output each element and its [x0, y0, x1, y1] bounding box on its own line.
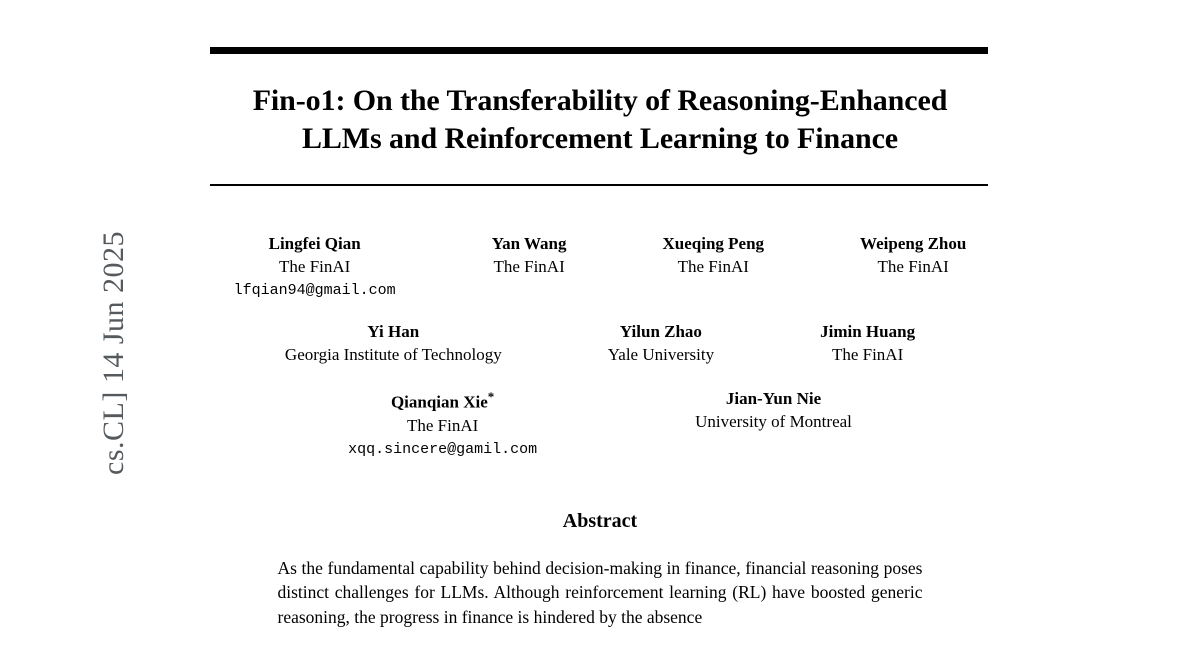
title-rule-top	[210, 47, 988, 54]
author-affiliation: Yale University	[607, 344, 715, 364]
author-name	[348, 388, 537, 414]
author-name: Yan Wang	[491, 234, 567, 254]
author-affiliation: The FinAI	[493, 256, 565, 276]
author-entry	[663, 233, 765, 279]
author-entry	[492, 233, 567, 279]
author-name: Yilun Zhao	[619, 321, 702, 341]
author-name: Xueqing Peng	[662, 234, 765, 254]
author-block	[210, 233, 990, 459]
author-entry	[860, 233, 966, 279]
author-entry	[234, 233, 396, 301]
abstract-heading: Abstract	[562, 509, 638, 532]
author-name: Yi Han	[367, 321, 420, 341]
author-entry	[348, 388, 537, 459]
author-entry	[820, 321, 915, 367]
author-row	[210, 233, 990, 301]
author-name: Lingfei Qian	[268, 234, 361, 254]
author-affiliation: The FinAI	[877, 256, 949, 276]
author-affiliation: The FinAI	[831, 344, 904, 364]
author-affiliation: The FinAI	[406, 415, 479, 435]
author-entry	[695, 388, 852, 434]
author-affiliation: Georgia Institute of Technology	[284, 344, 502, 364]
author-name: Jian-Yun Nie	[725, 389, 822, 409]
author-row	[210, 388, 990, 459]
author-row	[210, 321, 990, 367]
corresponding-author-marker: *	[487, 389, 495, 405]
author-entry	[285, 321, 502, 367]
abstract-body	[278, 556, 923, 631]
author-name: Jimin Huang	[820, 321, 916, 341]
author-email[interactable]: xqq.sincere@gamil.com	[348, 440, 538, 458]
author-email[interactable]: lfqian94@gmail.com	[233, 281, 396, 299]
arxiv-stamp: cs.CL] 14 Jun 2025	[97, 231, 130, 475]
author-entry	[608, 321, 714, 367]
abstract-text: As the fundamental capability behind decision-making in finance, financial reasoning poses distinct challenges for LLMs. Although reinforcement learning (RL) have boosted generic reasoning, the progress in finance is hindered by the absence	[277, 557, 923, 628]
author-affiliation: The FinAI	[677, 256, 749, 276]
author-affiliation: University of Montreal	[695, 412, 852, 432]
author-affiliation: The FinAI	[279, 256, 351, 276]
paper-page	[210, 0, 990, 648]
title-rule-bottom	[210, 184, 988, 186]
page-title: Fin-o1: On the Transferability of Reasoning-Enhanced LLMs and Reinforcement Learning to Finance	[252, 84, 948, 156]
author-name: Weipeng Zhou	[860, 234, 967, 254]
author-name-text: Qianqian Xie	[390, 393, 488, 412]
